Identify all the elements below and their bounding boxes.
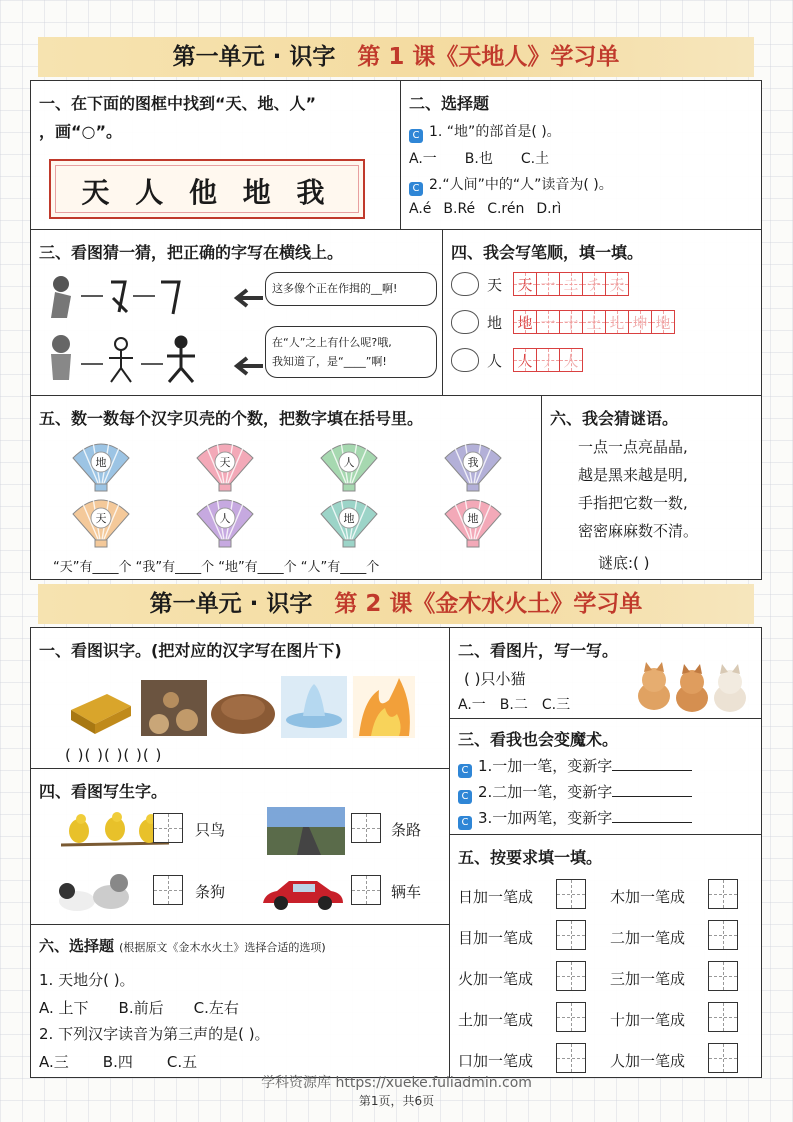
l2-s3-item: C 3.一加两笔，变新字 <box>458 807 692 830</box>
answer-box[interactable] <box>556 920 586 950</box>
answer-box[interactable] <box>708 1043 738 1073</box>
fill-row-label: 人加一笔成 <box>610 1052 686 1070</box>
stroke-row <box>451 310 674 334</box>
l2-s6-q2-options: A.三 B.四 C.五 <box>39 1053 198 1071</box>
l1-s5-count-line: “天”有____个 “我”有____个 “地”有____个 “人”有____个 <box>53 560 380 575</box>
riddle-line: 越是黑来越是明, <box>578 466 688 484</box>
shell-icon <box>441 492 505 548</box>
stroke-cell: 圠 <box>605 310 629 334</box>
l2-s2-options: A.一 B.二 C.三 <box>458 697 571 713</box>
l1-s1-title-line2: ，画“○”。 <box>39 122 122 141</box>
fire-flames-image <box>353 676 415 738</box>
answer-box[interactable] <box>708 1002 738 1032</box>
stroke-cell: 人 <box>513 348 537 372</box>
lesson2-banner-title: 第 2 课《金木水火土》学习单 <box>334 591 643 617</box>
water-splash-image <box>281 676 347 738</box>
l2-section2 <box>449 627 762 719</box>
l2-s6-q1: 1. 天地分( )。 <box>39 971 135 989</box>
stroke-row <box>451 272 628 296</box>
lesson2-banner <box>38 584 754 624</box>
l2-section1 <box>30 627 450 769</box>
lesson1-banner-title: 第 1 课《天地人》学习单 <box>357 44 620 70</box>
question-icon: C <box>458 764 472 778</box>
riddle-answer: 谜底:( ) <box>598 554 650 572</box>
shell-char: 我 <box>467 456 479 469</box>
shell-char: 天 <box>219 456 231 469</box>
wood-logs-image <box>141 680 207 736</box>
fill-row-label: 口加一笔成 <box>458 1052 534 1070</box>
riddle-line: 一点一点亮晶晶, <box>578 438 688 456</box>
shell-char: 天 <box>95 512 107 525</box>
shell-icon <box>193 436 257 492</box>
l2-s6-title-note: (根据原文《金木水火土》选择合适的选项) <box>119 941 326 954</box>
l2-s1-title: 一、看图识字。(把对应的汉字写在图片下) <box>39 641 342 660</box>
l1-section1 <box>30 80 401 230</box>
arrow-left-icon <box>237 290 263 306</box>
stroke-cell: 土 <box>582 310 606 334</box>
l1-s2-q2-options: A.é B.Ré C.rén D.rì <box>409 201 562 217</box>
cat-face-icon <box>451 348 479 372</box>
l1-s5-shells <box>31 436 543 546</box>
riddle-line: 手指把它数一数, <box>578 494 688 512</box>
fill-row-label: 三加一笔成 <box>610 970 686 988</box>
fill-row-label: 日加一笔成 <box>458 888 534 906</box>
footer-source: 学科资源库 https://xueke.fuliadmin.com <box>261 1075 532 1091</box>
l1-section4 <box>442 229 762 396</box>
l2-section4 <box>30 768 450 925</box>
shell-char: 人 <box>219 512 231 525</box>
answer-box[interactable] <box>556 961 586 991</box>
l1-s2-title: 二、选择题 <box>409 94 490 113</box>
soil-pile-image <box>211 694 275 734</box>
l2-s6-title-row <box>39 935 326 956</box>
shell-icon <box>193 492 257 548</box>
l2-s1-pictures <box>67 670 417 740</box>
answer-box[interactable] <box>708 920 738 950</box>
l1-s3-title: 三、看图猜一猜，把正确的字写在横线上。 <box>39 243 344 262</box>
l2-section6 <box>30 924 450 1078</box>
footer-page-number: 第1页，共6页 <box>358 1094 435 1108</box>
arrow-left-icon <box>237 358 263 374</box>
answer-box[interactable] <box>556 1002 586 1032</box>
shell-char: 地 <box>343 512 355 525</box>
l1-s3-bubble2: 在“人”之上有什么呢?哦, 我知道了，是“____”啊! <box>265 326 437 378</box>
stroke-cell: 天 <box>605 272 629 296</box>
l1-section3 <box>30 229 443 396</box>
l2-s2-title: 二、看图片，写一写。 <box>458 641 619 660</box>
l2-s5-title: 五、按要求填一填。 <box>458 848 603 867</box>
l2-s4-label-car: 辆车 <box>391 883 422 901</box>
stroke-cell: 丿 <box>536 348 560 372</box>
answer-box[interactable] <box>556 879 586 909</box>
stroke-row <box>451 348 582 372</box>
shell-icon <box>441 436 505 492</box>
l1-section6 <box>541 395 762 580</box>
l2-s1-answer-blanks: ( )( )( )( )( ) <box>65 746 163 764</box>
l1-s6-title: 六、我会猜谜语。 <box>550 409 679 428</box>
l2-s4-title: 四、看图写生字。 <box>39 782 168 801</box>
shell-char: 人 <box>343 456 355 469</box>
answer-box[interactable] <box>708 961 738 991</box>
cat-face-icon <box>451 272 479 296</box>
red-car-image <box>259 873 345 913</box>
question-icon: C <box>458 790 472 804</box>
shell-icon <box>69 436 133 492</box>
stroke-cell: 二 <box>559 272 583 296</box>
l1-s3-bubble1: 这多像个正在作揖的__啊! <box>265 272 437 306</box>
stroke-cell: 地 <box>513 310 537 334</box>
l1-s1-title-line1: 一、在下面的图框中找到“天、地、人” <box>39 94 317 113</box>
stroke-row-char: 天 <box>487 275 503 294</box>
cat-face-icon <box>451 310 479 334</box>
l2-s6-q2: 2. 下列汉字读音为第三声的是( )。 <box>39 1025 270 1043</box>
fill-row-label: 十加一笔成 <box>610 1011 686 1029</box>
riddle-line: 密密麻麻数不清。 <box>578 522 699 540</box>
answer-box[interactable] <box>153 875 183 905</box>
answer-box[interactable] <box>351 813 381 843</box>
lesson2-banner-unit: 第一单元 · 识字 <box>149 591 313 617</box>
stroke-row-char: 人 <box>487 351 503 370</box>
fill-row-label: 二加一笔成 <box>610 929 686 947</box>
gold-bars-image <box>71 694 131 734</box>
bowing-person-icon <box>51 276 71 318</box>
l2-s3-item: C 2.二加一笔，变新字 <box>458 781 692 804</box>
l2-section3 <box>449 718 762 835</box>
question-icon: C <box>409 129 423 143</box>
fill-row-label: 木加一笔成 <box>610 888 686 906</box>
shell-char: 地 <box>95 456 107 469</box>
l1-s2-q1-options: A.一 B.也 C.土 <box>409 151 550 167</box>
answer-box[interactable] <box>556 1043 586 1073</box>
stroke-cell: チ <box>582 272 606 296</box>
stroke-cell: 坤 <box>628 310 652 334</box>
l1-s1-frame <box>49 159 365 219</box>
stroke-cell: 天 <box>513 272 537 296</box>
l1-s3-evolution-figures <box>41 268 271 388</box>
stroke-cell: 人 <box>559 348 583 372</box>
l2-s3-item: C 1.一加一笔，变新字 <box>458 755 692 778</box>
l2-s6-q1-options: A. 上下 B.前后 C.左右 <box>39 999 239 1017</box>
lesson1-banner <box>38 37 754 77</box>
l1-section2 <box>400 80 762 230</box>
fill-row-label: 火加一笔成 <box>458 970 534 988</box>
answer-box[interactable] <box>153 813 183 843</box>
l1-s2-q1: C 1. “地”的部首是( )。 <box>409 121 561 143</box>
l2-s4-label-road: 条路 <box>391 821 422 839</box>
answer-box[interactable] <box>708 879 738 909</box>
question-icon: C <box>458 816 472 830</box>
l1-s2-q2: C 2.“人间”中的“人”读音为( )。 <box>409 174 613 196</box>
l2-s4-label-birds: 只鸟 <box>195 821 226 839</box>
stroke-cell: 一 <box>536 272 560 296</box>
l1-s1-chars: 天 人 他 地 我 <box>81 176 333 209</box>
fill-row-label: 目加一笔成 <box>458 929 534 947</box>
l2-section5 <box>449 834 762 1078</box>
shell-icon <box>317 436 381 492</box>
answer-box[interactable] <box>351 875 381 905</box>
l2-s3-title: 三、看我也会变魔术。 <box>458 730 619 749</box>
l1-s5-title: 五、数一数每个汉字贝壳的个数，把数字填在括号里。 <box>39 409 424 428</box>
stroke-cell: 地 <box>651 310 675 334</box>
shell-icon <box>317 492 381 548</box>
stroke-cell: 一 <box>536 310 560 334</box>
l2-s6-title: 六、选择题 <box>39 937 115 955</box>
l2-s4-label-dogs: 条狗 <box>195 883 226 901</box>
kittens-image <box>634 660 754 714</box>
dogs-image <box>55 867 135 917</box>
l2-s2-line: ( )只小猫 <box>464 670 526 688</box>
shell-icon <box>69 492 133 548</box>
road-image <box>267 807 345 855</box>
lesson1-banner-unit: 第一单元 · 识字 <box>172 44 336 70</box>
question-icon: C <box>409 182 423 196</box>
fill-row-label: 土加一笔成 <box>458 1011 534 1029</box>
l1-section5 <box>30 395 542 580</box>
standing-person-icon <box>51 335 71 380</box>
stroke-row-char: 地 <box>487 313 503 332</box>
l1-s4-title: 四、我会写笔顺，填一填。 <box>451 243 644 262</box>
l2-s5-rows <box>450 835 763 1079</box>
shell-char: 地 <box>467 512 479 525</box>
stroke-cell: 十 <box>559 310 583 334</box>
